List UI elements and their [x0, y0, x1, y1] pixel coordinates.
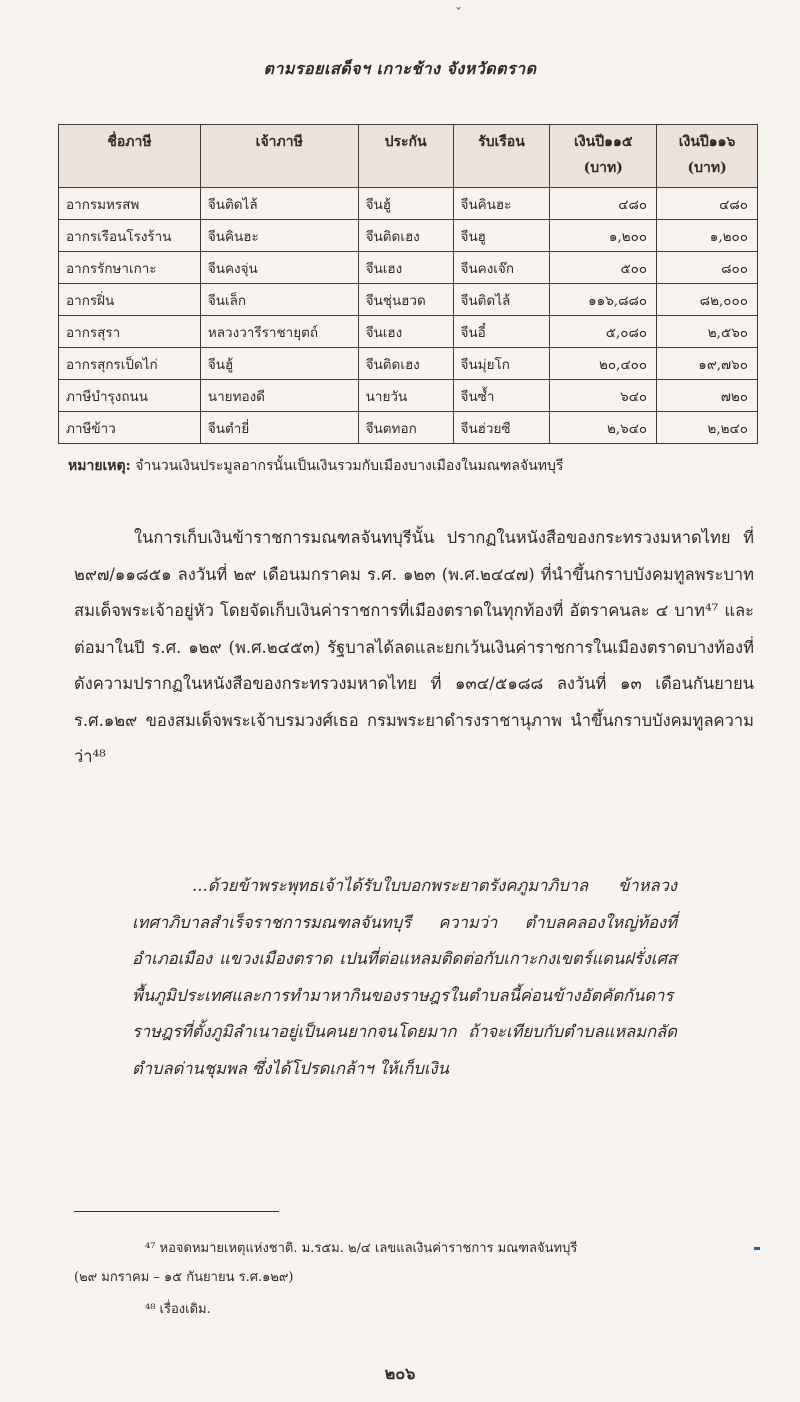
footnote-47-continuation: (๒๙ มกราคม – ๑๕ กันยายน ร.ศ.๑๒๙): [74, 1270, 294, 1285]
table-cell: จีนชุ่นฮวด: [358, 284, 453, 316]
table-cell: ๖๔๐: [550, 380, 657, 412]
remark-text: จำนวนเงินประมูลอากรนั้นเป็นเงินรวมกับเมืองบางเมืองในมณฑลจันทบุรี: [130, 458, 564, 474]
page-number: ๒๐๖: [384, 1364, 416, 1383]
table-cell: จีนตำยี่: [200, 412, 358, 444]
table-cell: อากรฝิ่น: [59, 284, 201, 316]
table-cell: อากรมหรสพ: [59, 188, 201, 220]
table-remark: [68, 455, 563, 477]
table-cell: จีนเฮง: [358, 316, 453, 348]
table-cell: จีนฮู้: [358, 188, 453, 220]
table-header-row: [59, 125, 758, 188]
table-cell: ภาษีข้าว: [59, 412, 201, 444]
table-cell: ๕,๐๘๐: [550, 316, 657, 348]
table-cell: ๑๙,๗๖๐: [657, 348, 758, 380]
running-header: ตามรอยเสด็จฯ เกาะช้าง จังหวัดตราด: [263, 59, 537, 78]
body-paragraph: ในการเก็บเงินข้าราชการมณฑลจันทบุรีนั้น ปรากฏในหนังสือของกระทรวงมหาดไทย ที่ ๒๙๗/๑๑๘๕๑ ลงวันที่ ๒๙ เดือนมกราคม ร.ศ. ๑๒๓ (พ.ศ.๒๔๔๗) ที่นำขึ้นกราบบังคมทูลพระบาทสมเด็จพระเจ้าอยู่หัว โดยจัดเก็บเงินค่าราชการที่เมืองตราดในทุกท้องที่ อัตราคนละ ๔ บาท⁴⁷ และต่อมาในปี ร.ศ. ๑๒๙ (พ.ศ.๒๔๕๓) รัฐบาลได้ลดและยกเว้นเงินค่าราชการในเมืองตราดบางท้องที่ ดังความปรากฏในหนังสือของกระทรวงมหาดไทย ที่ ๑๓๔/๕๑๘๘ ลงวันที่ ๑๓ เดือนกันยายน ร.ศ.๑๒๙ ของสมเด็จพระเจ้าบรมวงศ์เธอ กรมพระยาดำรงราชานุภาพ นำขึ้นกราบบังคมทูลความว่า⁴⁸: [74, 528, 754, 766]
table-cell: จีนฮู: [453, 220, 550, 252]
table-cell: จีนฮ่วยซี: [453, 412, 550, 444]
table-cell: จีนติดไล้: [453, 284, 550, 316]
table-cell: ๒,๕๖๐: [657, 316, 758, 348]
table-row: [59, 284, 758, 316]
table-cell: จีนตทอก: [358, 412, 453, 444]
table-cell: ๔๘๐: [657, 188, 758, 220]
tax-table: [58, 124, 758, 444]
column-header: เงินปี๑๑๖ (บาท): [657, 125, 758, 188]
column-header: เงินปี๑๑๕ (บาท): [550, 125, 657, 188]
table-row: [59, 220, 758, 252]
remark-label: หมายเหตุ:: [68, 458, 131, 474]
table-cell: ๑,๒๐๐: [657, 220, 758, 252]
table-cell: นายทองดี: [200, 380, 358, 412]
table-cell: ๘๒,๐๐๐: [657, 284, 758, 316]
table-cell: จีนติดไล้: [200, 188, 358, 220]
table-cell: ๘๐๐: [657, 252, 758, 284]
table-row: [59, 316, 758, 348]
footnote-divider: [74, 1211, 279, 1212]
table-cell: อากรเรือนโรงร้าน: [59, 220, 201, 252]
column-header: รับเรือน: [453, 125, 550, 188]
table-cell: จีนติดเฮง: [358, 220, 453, 252]
top-mark: ˇ: [455, 6, 462, 22]
table-cell: จีนคินฮะ: [453, 188, 550, 220]
footnote-48: ⁴⁸ เรื่องเดิม.: [145, 1302, 211, 1317]
ink-dot: [754, 1247, 760, 1250]
table-row: [59, 348, 758, 380]
table-row: [59, 380, 758, 412]
table-cell: จีนคินฮะ: [200, 220, 358, 252]
footnote-47: ⁴⁷ หอจดหมายเหตุแห่งชาติ. ม.ร๕ม. ๒/๔ เลขแลเงินค่าราชการ มณฑลจันทบุรี: [145, 1241, 578, 1256]
table-cell: ๕๐๐: [550, 252, 657, 284]
column-header: ชื่อภาษี: [59, 125, 201, 188]
table-row: [59, 188, 758, 220]
table-cell: ภาษีบำรุงถนน: [59, 380, 201, 412]
table-cell: อากรสุรา: [59, 316, 201, 348]
table-cell: จีนติดเฮง: [358, 348, 453, 380]
table-cell: ๔๘๐: [550, 188, 657, 220]
table-cell: อากรรักษาเกาะ: [59, 252, 201, 284]
table-cell: จีนคงเจ๊ก: [453, 252, 550, 284]
table-cell: หลวงวารีราชายุตถ์: [200, 316, 358, 348]
table-cell: ๗๒๐: [657, 380, 758, 412]
table-cell: นายวัน: [358, 380, 453, 412]
table-cell: ๑๑๖,๘๘๐: [550, 284, 657, 316]
table-cell: จีนเฮง: [358, 252, 453, 284]
table-cell: จีนฮู้: [200, 348, 358, 380]
table-cell: จีนซ้ำ: [453, 380, 550, 412]
column-header: เจ้าภาษี: [200, 125, 358, 188]
table-cell: จีนมุ่ยโก: [453, 348, 550, 380]
table-cell: จีนคงจุ่น: [200, 252, 358, 284]
table-cell: จีนอี๋: [453, 316, 550, 348]
table-cell: ๑,๒๐๐: [550, 220, 657, 252]
column-header: ประกัน: [358, 125, 453, 188]
table-cell: อากรสุกรเป็ดไก่: [59, 348, 201, 380]
table-cell: ๒๐,๔๐๐: [550, 348, 657, 380]
table-cell: จีนเล็ก: [200, 284, 358, 316]
quote-paragraph: ...ด้วยข้าพระพุทธเจ้าได้รับใบบอกพระยาตรังคภูมาภิบาล ข้าหลวงเทศาภิบาลสำเร็จราชการมณฑลจันทบุรี ความว่า ตำบลคลองใหญ่ท้องที่อำเภอเมือง แขวงเมืองตราด เปนที่ต่อแหลมติดต่อกับเกาะกงเขตร์แดนฝรั่งเศส พื้นภูมิประเทศและการทำมาหากินของราษฎรในตำบลนี้ค่อนข้างอัตคัตกันดาร ราษฎรที่ตั้งภูมิลำเนาอยู่เป็นคนยากจนโดยมาก ถ้าจะเทียบกับตำบลแหลมกลัด ตำบลด่านชุมพล ซึ่งได้โปรดเกล้าฯ ให้เก็บเงิน: [132, 876, 677, 1078]
table-cell: ๒,๖๔๐: [550, 412, 657, 444]
table-row: [59, 252, 758, 284]
table-cell: ๒,๒๔๐: [657, 412, 758, 444]
table-row: [59, 412, 758, 444]
